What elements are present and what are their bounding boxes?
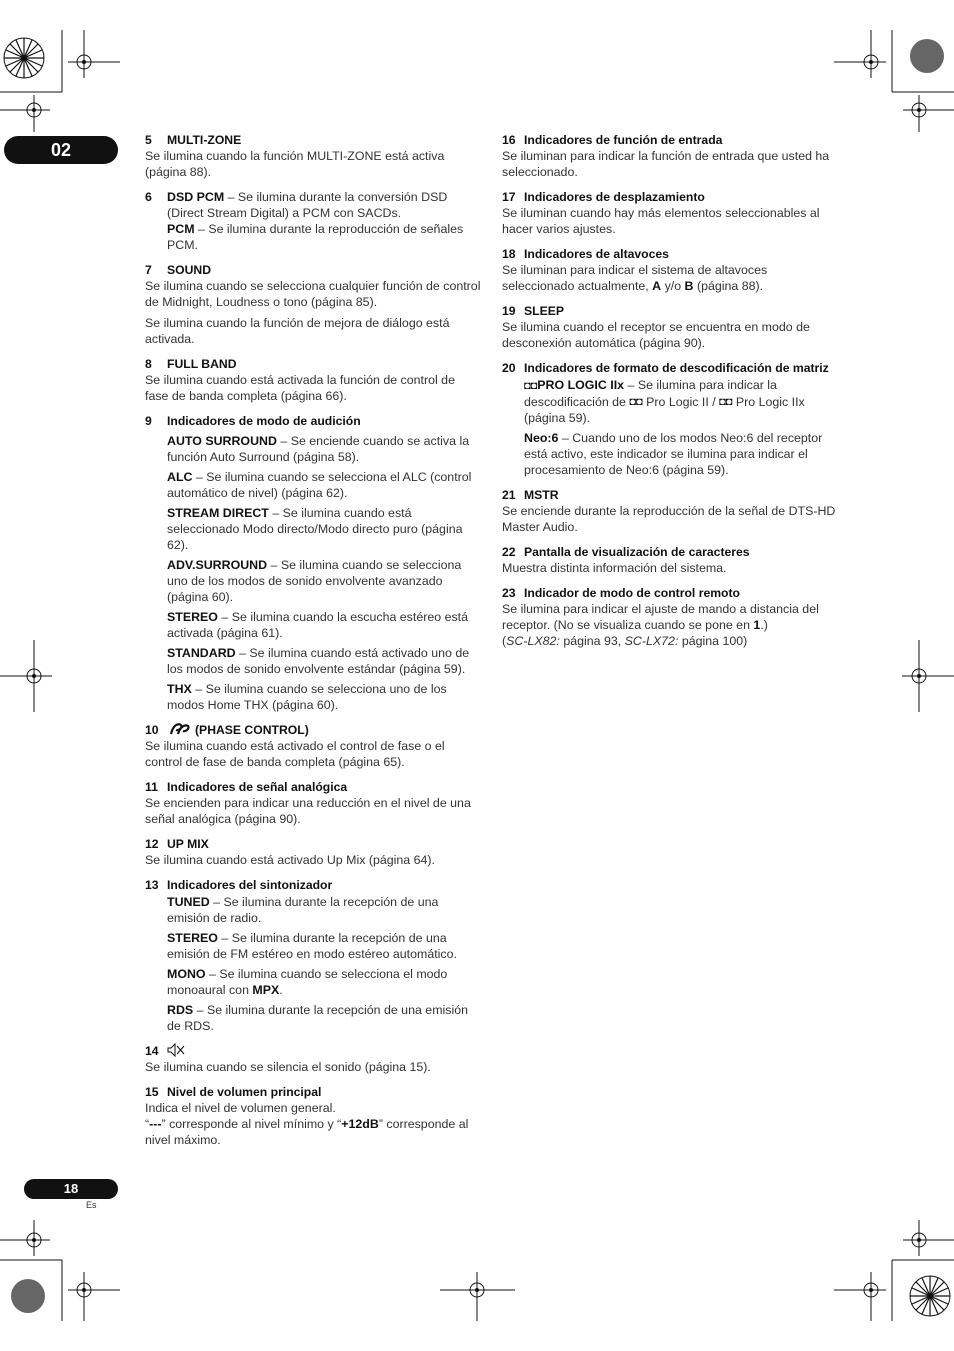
item-number: 6 <box>145 190 152 204</box>
item-number: 17 <box>502 190 516 204</box>
item-title: Indicadores de formato de descodificación de matriz <box>524 361 829 375</box>
sub-text: – Se ilumina durante la recepción de una emisión de FM estéreo en modo estéreo automático. <box>167 931 457 961</box>
item-title: Indicadores del sintonizador <box>167 878 333 892</box>
item-text: Se ilumina cuando está activada la función de control de fase de banda completa (página 66). <box>145 373 455 403</box>
sub-label: MONO <box>167 967 206 981</box>
sub-label: ADV.SURROUND <box>167 558 268 572</box>
sub-text: Pro Logic IIx (página 59). <box>524 394 805 426</box>
item-number: 12 <box>145 837 159 851</box>
item-title: (PHASE CONTROL) <box>195 723 309 737</box>
item-number: 11 <box>145 780 158 794</box>
item-8 <box>145 356 481 404</box>
item-title: Indicadores de modo de audición <box>167 414 361 428</box>
item-12 <box>145 836 481 868</box>
sub-label: AUTO SURROUND <box>167 434 277 448</box>
sub-text: – Se ilumina cuando se selecciona el ALC (control automático de nivel) (página 62). <box>167 470 472 500</box>
sub-item <box>167 469 481 501</box>
sub-label: RDS <box>167 1003 194 1017</box>
sub-item <box>167 966 481 998</box>
sub-text: – Se ilumina durante la reproducción de señales PCM. <box>167 222 464 252</box>
item-number: 16 <box>502 133 516 147</box>
item-text: Se iluminan cuando hay más elementos seleccionables al hacer varios ajustes. <box>502 206 820 236</box>
item-11 <box>145 779 481 827</box>
item-text: Se enciende durante la reproducción de la señal de DTS-HD Master Audio. <box>502 504 836 535</box>
item-text: Se ilumina cuando la función de mejora de diálogo está activada. <box>145 316 450 346</box>
item-6 <box>145 189 481 253</box>
language-code: Es <box>86 1200 97 1210</box>
sub-label: TUNED <box>167 895 210 909</box>
item-9 <box>145 413 481 713</box>
sub-item <box>167 894 481 926</box>
dolby-icon: ◘◘ <box>524 379 538 392</box>
item-number: 13 <box>145 878 159 892</box>
dolby-icon: ◘◘ <box>719 396 733 409</box>
sub-text: Pro Logic II / <box>642 394 720 409</box>
min-level: --- <box>149 1117 162 1131</box>
sub-text: – Se ilumina durante la recepción de una emisión de radio. <box>167 895 439 925</box>
text-fragment: ” corresponde al nivel mínimo y “ <box>161 1117 342 1131</box>
item-number: 14 <box>145 1044 159 1058</box>
item-title: UP MIX <box>167 837 209 851</box>
item-22 <box>502 544 838 576</box>
sub-text: – Se ilumina cuando se selecciona uno de los modos Home THX (página 60). <box>167 682 447 712</box>
item-20 <box>502 360 838 478</box>
item-7 <box>145 262 481 347</box>
sub-text: – Se ilumina cuando se selecciona uno de los modos de sonido envolvente avanzado (página 60). <box>167 558 462 604</box>
item-10 <box>145 722 481 770</box>
item-number: 15 <box>145 1085 159 1099</box>
sub-label: ALC <box>167 470 193 484</box>
text-fragment: página 93, <box>559 634 625 649</box>
item-number: 19 <box>502 304 516 318</box>
item-23 <box>502 585 838 649</box>
model-name: SC-LX82: <box>506 634 560 649</box>
item-title: Indicadores de desplazamiento <box>524 190 705 204</box>
item-title: Nivel de volumen principal <box>167 1085 322 1099</box>
item-text <box>502 262 838 294</box>
item-title: MSTR <box>524 488 559 503</box>
item-number: 9 <box>145 414 152 428</box>
mute-icon <box>167 1043 185 1057</box>
model-name: SC-LX72: <box>624 634 679 649</box>
item-text: Indica el nivel de volumen general. <box>145 1101 336 1115</box>
item-number: 22 <box>502 545 516 560</box>
dolby-icon: ◘◘ <box>629 396 643 409</box>
sub-item <box>167 645 481 677</box>
speaker-b-label: B <box>684 279 694 293</box>
sub-item-neo6 <box>524 430 838 478</box>
sub-item-pro-logic <box>524 377 838 426</box>
item-21 <box>502 487 838 535</box>
item-title: FULL BAND <box>167 357 237 371</box>
phase-control-icon <box>169 722 191 736</box>
item-13 <box>145 877 481 1034</box>
sub-item-pcm <box>167 221 481 253</box>
sub-item <box>167 609 481 641</box>
item-text: – Se ilumina durante la conversión DSD (Direct Stream Digital) a PCM con SACDs. <box>167 190 448 220</box>
item-title: Indicador de modo de control remoto <box>524 586 741 601</box>
chapter-tab: 02 <box>4 136 118 164</box>
item-title: Indicadores de señal analógica <box>167 780 348 794</box>
item-text: Se ilumina cuando el receptor se encuentra en modo de desconexión automática (página 90). <box>502 320 810 350</box>
max-level: +12dB <box>341 1117 379 1131</box>
volume-range-text <box>145 1116 481 1148</box>
text-fragment: y/o <box>661 279 685 293</box>
item-15 <box>145 1084 481 1148</box>
sub-item <box>167 930 481 962</box>
item-title: SOUND <box>167 263 212 277</box>
text-fragment: .) <box>760 618 768 633</box>
sub-label: STEREO <box>167 610 218 624</box>
right-column <box>502 132 838 658</box>
sub-item <box>167 681 481 713</box>
item-title: DSD PCM <box>167 190 225 204</box>
sub-label: PCM <box>167 222 195 236</box>
item-title: MULTI-ZONE <box>167 133 242 147</box>
sub-label: STREAM DIRECT <box>167 506 269 520</box>
sub-label: STANDARD <box>167 646 236 660</box>
item-title: Indicadores de función de entrada <box>524 133 723 147</box>
sub-label: MPX <box>252 983 280 997</box>
sub-item <box>167 505 481 553</box>
item-title: Pantalla de visualización de caracteres <box>524 545 750 560</box>
item-text: Se ilumina para indicar el ajuste de mando a distancia del receptor. (No se visualiza cuando se pone en 1.) (SC-LX82: página 93, SC-LX72: página 100) <box>502 602 819 649</box>
text-fragment: 1 <box>753 618 761 633</box>
item-19 <box>502 303 838 351</box>
item-17 <box>502 189 838 237</box>
item-text: Se encienden para indicar una reducción en el nivel de una señal analógica (página 90). <box>145 796 471 826</box>
text-fragment: Se ilumina para indicar el ajuste de mando a distancia del receptor. (No se visualiza cuando se pone en <box>502 602 819 633</box>
item-text: Se ilumina cuando está activado el control de fase o el control de fase de banda completa (página 65). <box>145 739 445 769</box>
page-number: 18 <box>24 1179 118 1199</box>
sub-item <box>167 433 481 465</box>
sub-label: STEREO <box>167 931 218 945</box>
text-fragment: página 100) <box>678 634 748 649</box>
sub-item <box>167 1002 481 1034</box>
item-title: Indicadores de altavoces <box>524 247 669 261</box>
sub-label: PRO LOGIC IIx <box>537 378 625 392</box>
left-column <box>145 132 481 1157</box>
sub-item <box>167 557 481 605</box>
item-text: Se ilumina cuando está activado Up Mix (página 64). <box>145 853 435 867</box>
item-18 <box>502 246 838 294</box>
text-fragment: (página 88). <box>693 279 764 293</box>
sub-text: – Se ilumina para indicar la descodificación de <box>524 378 777 409</box>
sub-text: . <box>279 983 283 997</box>
item-number: 23 <box>502 586 516 601</box>
item-text: Se iluminan para indicar la función de entrada que usted ha seleccionado. <box>502 149 830 179</box>
sub-text: – Se ilumina durante la recepción de una emisión de RDS. <box>167 1003 468 1033</box>
item-text: Se ilumina cuando la función MULTI-ZONE está activa (página 88). <box>145 149 445 179</box>
speaker-a-label: A <box>652 279 662 293</box>
item-text: Se ilumina cuando se selecciona cualquier función de control de Midnight, Loudness o tono (página 85). <box>145 279 481 309</box>
sub-text: – Se ilumina cuando está seleccionado Modo directo/Modo directo puro (página 62). <box>167 506 463 552</box>
item-16 <box>502 132 838 180</box>
item-number: 5 <box>145 133 152 147</box>
item-text: Muestra distinta información del sistema. <box>502 561 727 576</box>
item-number: 8 <box>145 357 152 371</box>
item-number: 21 <box>502 488 516 503</box>
sub-text: – Se enciende cuando se activa la función Auto Surround (página 58). <box>167 434 470 464</box>
item-number: 10 <box>145 723 159 737</box>
item-number: 20 <box>502 361 516 375</box>
sub-text: – Se ilumina cuando la escucha estéreo está activada (página 61). <box>167 610 468 640</box>
item-title: SLEEP <box>524 304 564 318</box>
sub-text: – Se ilumina cuando está activado uno de los modos de sonido envolvente estándar (página 59). <box>167 646 470 676</box>
text-fragment: “ <box>145 1117 150 1131</box>
sub-text: – Cuando uno de los modos Neo:6 del receptor está activo, este indicador se ilumina para indicar el procesamiento de Neo:6 (página 59). <box>524 431 823 478</box>
item-text: Se ilumina cuando se silencia el sonido (página 15). <box>145 1060 431 1074</box>
item-14 <box>145 1043 481 1075</box>
text-fragment: ” corresponde al nivel máximo. <box>145 1117 469 1147</box>
item-5 <box>145 132 481 180</box>
item-number: 18 <box>502 247 516 261</box>
sub-label: Neo:6 <box>524 431 559 446</box>
sub-text: – Se ilumina cuando se selecciona el modo monoaural con <box>167 967 448 997</box>
text-fragment: Se iluminan para indicar el sistema de altavoces seleccionado actualmente, <box>502 263 768 293</box>
item-number: 7 <box>145 263 152 277</box>
sub-label: THX <box>167 682 192 696</box>
